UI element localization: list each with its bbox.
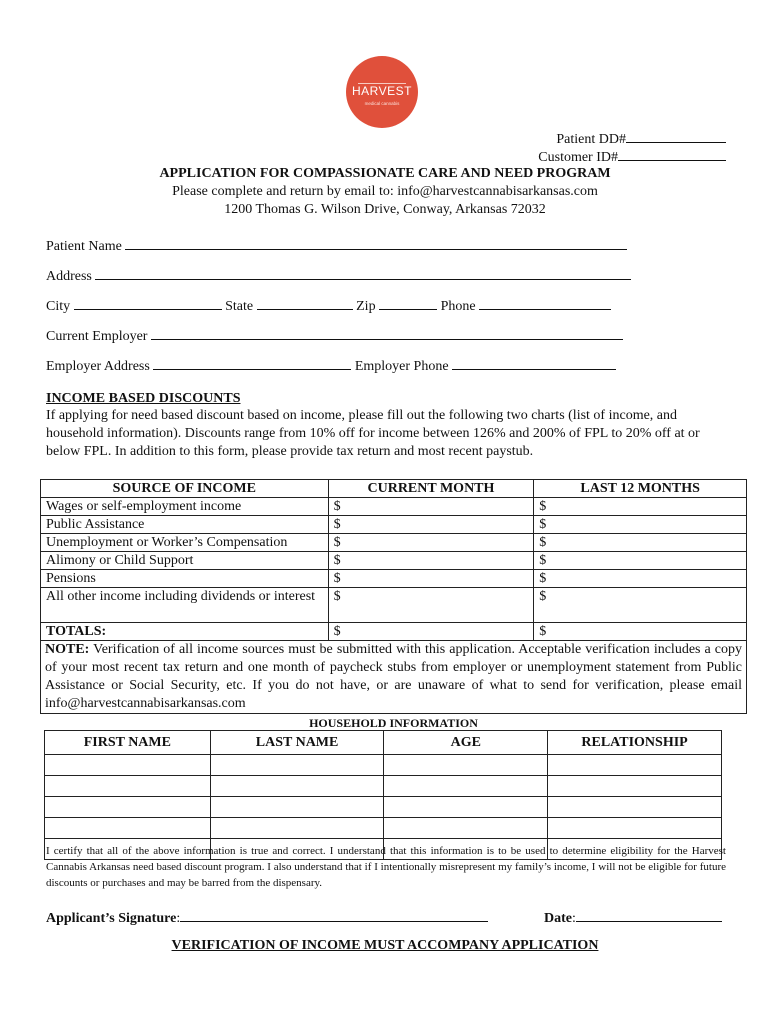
income-source-label: Alimony or Child Support: [41, 552, 329, 570]
mailing-address: 1200 Thomas G. Wilson Drive, Conway, Arkansas 72032: [224, 202, 546, 217]
first-name-cell[interactable]: [45, 776, 211, 797]
household-header-first-name: FIRST NAME: [45, 731, 211, 755]
first-name-cell[interactable]: [45, 818, 211, 839]
household-header-relationship: RELATIONSHIP: [548, 731, 722, 755]
last-12-months-cell[interactable]: $: [534, 534, 747, 552]
note-row: [41, 641, 747, 714]
logo-name: HARVEST: [352, 84, 412, 98]
income-source-label: Wages or self-employment income: [41, 498, 329, 516]
age-cell[interactable]: [384, 755, 548, 776]
table-row: [41, 552, 747, 570]
verification-footer: VERIFICATION OF INCOME MUST ACCOMPANY APPLICATION: [171, 938, 599, 953]
last-name-cell[interactable]: [210, 755, 384, 776]
income-source-label: Pensions: [41, 570, 329, 588]
employer-phone-label: Employer Phone: [354, 359, 449, 374]
date-row: Date:: [544, 908, 734, 927]
household-header-last-name: LAST NAME: [210, 731, 384, 755]
employer-address-label: Employer Address: [46, 359, 150, 374]
note-text: Verification of all income sources must be submitted with this application. Acceptable verification includes a copy of your most recent tax return and one month of paycheck stubs from employer or unemployment statement from Public Assistance or Social Security, etc. If you do not have, or are unaware of what to send for verification, please email info@harvestcannabisarkansas.com: [45, 642, 742, 711]
table-row: [41, 588, 747, 623]
income-source-label: Public Assistance: [41, 516, 329, 534]
last-12-months-cell[interactable]: $: [534, 498, 747, 516]
employer-address-row: [46, 356, 646, 375]
age-cell[interactable]: [384, 818, 548, 839]
first-name-cell[interactable]: [45, 755, 211, 776]
income-header-current: CURRENT MONTH: [328, 480, 534, 498]
patient-dd-row: [430, 129, 726, 148]
city-field[interactable]: [74, 296, 222, 310]
income-table: [40, 479, 747, 714]
logo-tagline: medical cannabis: [364, 101, 400, 106]
income-source-label: Unemployment or Worker’s Compensation: [41, 534, 329, 552]
household-header-age: AGE: [384, 731, 548, 755]
current-month-cell[interactable]: $: [328, 534, 534, 552]
income-table-header: [41, 480, 747, 498]
patient-dd-label: Patient DD#: [556, 132, 626, 147]
household-table: [44, 730, 722, 860]
signature-field[interactable]: [180, 908, 488, 922]
last-name-cell[interactable]: [210, 776, 384, 797]
last-12-months-cell[interactable]: $: [534, 588, 747, 623]
current-month-cell[interactable]: $: [328, 516, 534, 534]
signature-row: Applicant’s Signature:: [46, 908, 506, 927]
note-cell: [41, 641, 747, 714]
totals-row: [41, 623, 747, 641]
first-name-cell[interactable]: [45, 797, 211, 818]
age-cell[interactable]: [384, 776, 548, 797]
table-row: [41, 516, 747, 534]
table-row: [41, 570, 747, 588]
zip-label: Zip: [356, 299, 376, 314]
customer-id-field[interactable]: [618, 147, 726, 161]
last-name-cell[interactable]: [210, 818, 384, 839]
signature-label: Applicant’s Signature: [46, 911, 177, 926]
table-row: [45, 776, 722, 797]
table-row: [45, 797, 722, 818]
current-employer-label: Current Employer: [46, 329, 148, 344]
last-12-months-total-cell[interactable]: $: [534, 623, 747, 641]
current-month-cell[interactable]: $: [328, 552, 534, 570]
note-label: NOTE:: [45, 642, 90, 657]
relationship-cell[interactable]: [548, 776, 722, 797]
last-12-months-cell[interactable]: $: [534, 570, 747, 588]
employer-phone-field[interactable]: [452, 356, 616, 370]
phone-label: Phone: [440, 299, 476, 314]
income-header-source: SOURCE OF INCOME: [41, 480, 329, 498]
customer-id-label: Customer ID#: [538, 150, 618, 165]
state-label: State: [225, 299, 254, 314]
patient-dd-field[interactable]: [626, 129, 726, 143]
current-month-total-cell[interactable]: $: [328, 623, 534, 641]
patient-name-row: [46, 236, 636, 255]
table-row: [41, 534, 747, 552]
city-label: City: [46, 299, 71, 314]
current-month-cell[interactable]: $: [328, 570, 534, 588]
zip-field[interactable]: [379, 296, 437, 310]
relationship-cell[interactable]: [548, 818, 722, 839]
household-header: [45, 731, 722, 755]
address-field[interactable]: [95, 266, 631, 280]
harvest-logo: [346, 56, 418, 128]
relationship-cell[interactable]: [548, 797, 722, 818]
income-header-last12: LAST 12 MONTHS: [534, 480, 747, 498]
patient-name-field[interactable]: [125, 236, 627, 250]
table-row: [45, 755, 722, 776]
instructions: Please complete and return by email to: info@harvestcannabisarkansas.com: [172, 184, 598, 199]
date-field[interactable]: [576, 908, 722, 922]
customer-id-row: [430, 147, 726, 166]
state-field[interactable]: [257, 296, 353, 310]
employer-address-field[interactable]: [153, 356, 351, 370]
last-name-cell[interactable]: [210, 797, 384, 818]
phone-field[interactable]: [479, 296, 611, 310]
relationship-cell[interactable]: [548, 755, 722, 776]
current-employer-row: [46, 326, 636, 345]
table-row: [41, 498, 747, 516]
current-month-cell[interactable]: $: [328, 588, 534, 623]
date-label: Date: [544, 911, 572, 926]
patient-name-label: Patient Name: [46, 239, 122, 254]
current-employer-field[interactable]: [151, 326, 623, 340]
income-paragraph: If applying for need based discount based on income, please fill out the following two charts (list of income, and household information). Discounts range from 10% off for income between 126% and 200% of FPL to 20% off at or below FPL. In addition to this form, please provide tax return and most recent paystub.: [46, 408, 700, 459]
last-12-months-cell[interactable]: $: [534, 516, 747, 534]
household-heading: HOUSEHOLD INFORMATION: [309, 716, 478, 730]
current-month-cell[interactable]: $: [328, 498, 534, 516]
certification-text: I certify that all of the above information is true and correct. I understand that this information is to be used to determine eligibility for the Harvest Cannabis Arkansas need based discount program. I also understand that if I intentionally misrepresent my family’s income, I will not be eligible for future discounts or purchases and may be barred from the dispensary.: [46, 845, 726, 889]
page-title: APPLICATION FOR COMPASSIONATE CARE AND NEED PROGRAM: [159, 166, 611, 181]
last-12-months-cell[interactable]: $: [534, 552, 747, 570]
address-row: [46, 266, 636, 285]
age-cell[interactable]: [384, 797, 548, 818]
city-row: [46, 296, 646, 315]
totals-label: TOTALS:: [41, 623, 329, 641]
address-label: Address: [46, 269, 92, 284]
income-source-label: All other income including dividends or interest: [41, 588, 329, 623]
income-heading: INCOME BASED DISCOUNTS: [46, 391, 241, 406]
table-row: [45, 818, 722, 839]
